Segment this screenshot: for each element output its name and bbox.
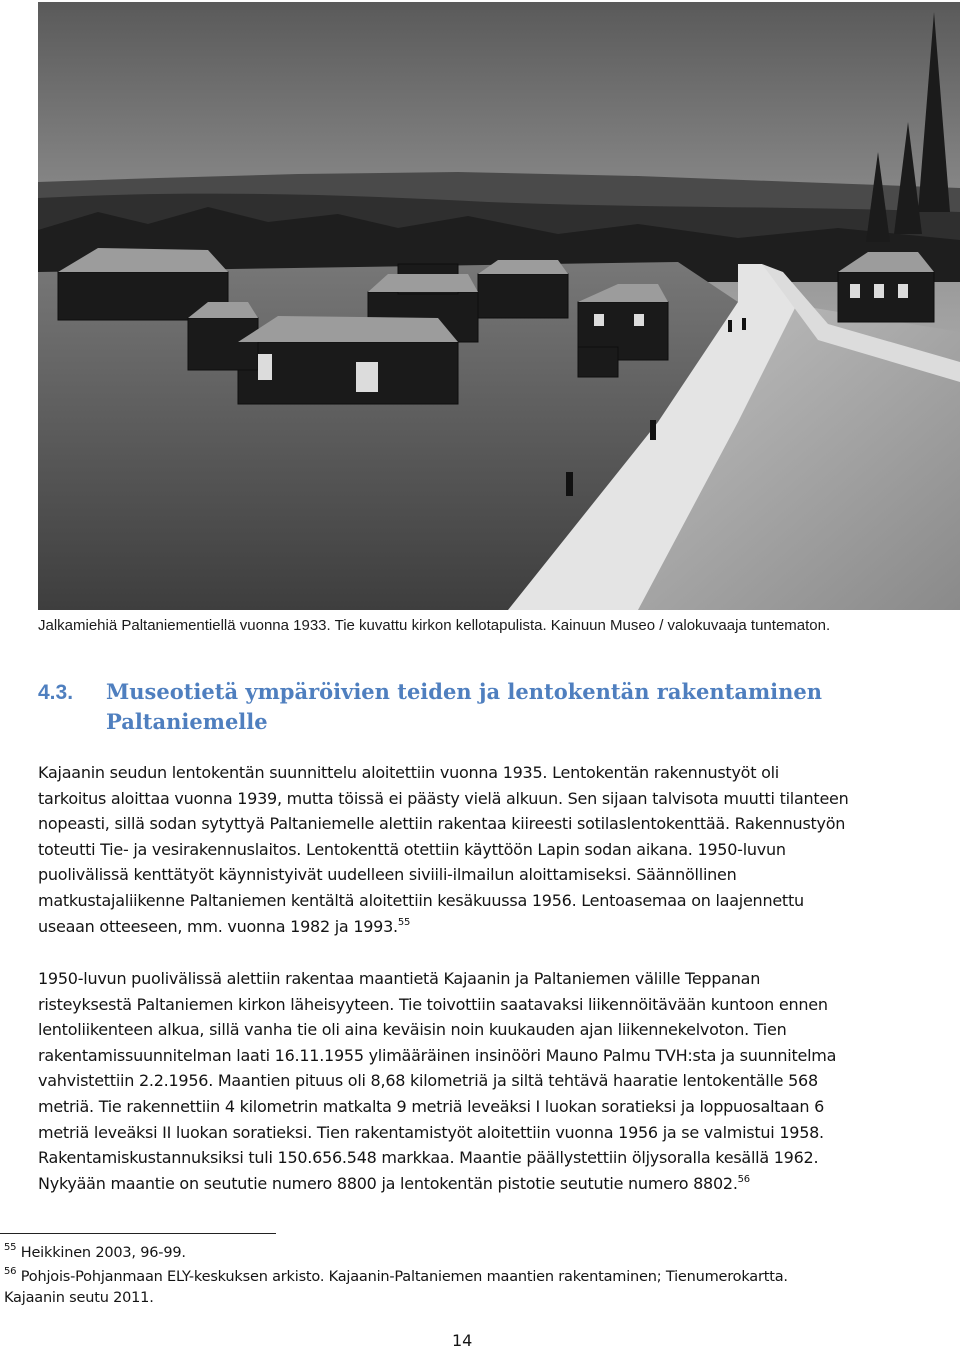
section-title-line1: Museotietä ympäröivien teiden ja lentokentän rakentaminen xyxy=(106,679,823,704)
paragraph-text: Nykyään maantie on seututie numero 8800 ja lentokentän pistotie seututie numero 8802. xyxy=(38,1173,738,1193)
footnote-separator xyxy=(0,1233,276,1234)
paragraph-line: nopeasti, sillä sodan sytyttyä Paltaniemelle alettiin rakentaa kiireesti sotilaslentokenttää. Rakennustyön xyxy=(38,814,846,834)
paragraph-line: risteyksestä Paltaniemen kirkon läheisyyteen. Tie toivottiin saatavaksi liikennöitävään kuntoon ennen xyxy=(38,994,828,1014)
paragraph-line: toteutti Tie- ja vesirakennuslaitos. Lentokenttä otettiin käyttöön Lapin sodan aikana. 1950-luvun xyxy=(38,839,786,859)
paragraph-1 xyxy=(38,760,928,939)
section-number: 4.3. xyxy=(38,681,74,704)
footnote-ref-56[interactable]: 56 xyxy=(737,1173,750,1185)
footnote-text: Pohjois-Pohjanmaan ELY-keskuksen arkisto. Kajaanin-Paltaniemen maantien rakentaminen; Tienumerokartta. xyxy=(20,1269,788,1285)
footnote-55 xyxy=(4,1243,944,1264)
paragraph-line-last xyxy=(38,1171,928,1197)
paragraph-line: puolivälissä kenttätyöt käynnistyivät uudelleen siviili-ilmailun aloittamiseksi. Säännöllinen xyxy=(38,865,737,885)
photo-caption: Jalkamiehiä Paltaniementiellä vuonna 1933. Tie kuvattu kirkon kellotapulista. Kainuun Museo / valokuvaaja tuntematon. xyxy=(38,617,831,634)
footnote-line xyxy=(4,1267,944,1288)
section-title-line2: Paltaniemelle xyxy=(106,709,268,734)
paragraph-line: vahvistettiin 2.2.1956. Maantien pituus oli 8,68 kilometriä ja siltä tehtävä haaratie lentokentälle 568 xyxy=(38,1071,818,1091)
footnote-text: Heikkinen 2003, 96-99. xyxy=(20,1245,186,1261)
paragraph-line: Rakentamiskustannuksiksi tuli 150.656.548 markkaa. Maantie päällystettiin öljysoralla kesällä 1962. xyxy=(38,1148,819,1168)
footnote-ref-55[interactable]: 55 xyxy=(397,916,411,928)
footnote-number: 56 xyxy=(4,1266,17,1277)
paragraph-2 xyxy=(38,966,928,1196)
paragraph-line: Kajaanin seudun lentokentän suunnittelu aloitettiin vuonna 1935. Lentokentän rakennustyöt oli xyxy=(38,763,779,782)
paragraph-text: useaan otteeseen, mm. vuonna 1982 ja 1993. xyxy=(38,916,398,936)
paragraph-line: lentoliikenteen alkua, sillä vanha tie oli aina keväisin noin kuukauden ajan liikennekelvoton. Tien xyxy=(38,1020,787,1040)
paragraph-line: tarkoitus aloittaa vuonna 1939, mutta töissä ei päästy vielä alkuun. Sen sijaan talvisota muutti tilanteen xyxy=(38,788,849,808)
paragraph-line-last xyxy=(38,914,928,940)
historic-photo xyxy=(38,2,960,610)
village-road-photo-icon xyxy=(38,2,960,610)
paragraph-line: 1950-luvun puolivälissä alettiin rakentaa maantietä Kajaanin ja Paltaniemen välille Teppanan xyxy=(38,969,761,988)
footnote-line: Kajaanin seutu 2011. xyxy=(4,1290,154,1306)
footnote-number: 55 xyxy=(4,1242,17,1253)
paragraph-line: metriä leveäksi II luokan soratieksi. Tien rakentamistyöt aloitettiin vuonna 1956 ja se valmistui 1958. xyxy=(38,1122,824,1142)
footnote-line xyxy=(4,1243,944,1264)
section-heading xyxy=(38,677,938,736)
paragraph-line: rakentamissuunnitelman laati 16.11.1955 ylimääräinen insinööri Mauno Palmu TVH:sta ja suunnitelma xyxy=(38,1045,837,1065)
footnote-56 xyxy=(4,1267,944,1309)
paragraph-line: metriä. Tie rakennettiin 4 kilometrin matkalta 9 metriä leveäksi I luokan soratieksi ja loppuosaltaan 6 xyxy=(38,1096,825,1116)
paragraph-line: matkustajaliikenne Paltaniemen kentältä aloitettiin kesäkuussa 1956. Lentoasemaa on laajennettu xyxy=(38,890,804,910)
page-number: 14 xyxy=(452,1331,473,1350)
